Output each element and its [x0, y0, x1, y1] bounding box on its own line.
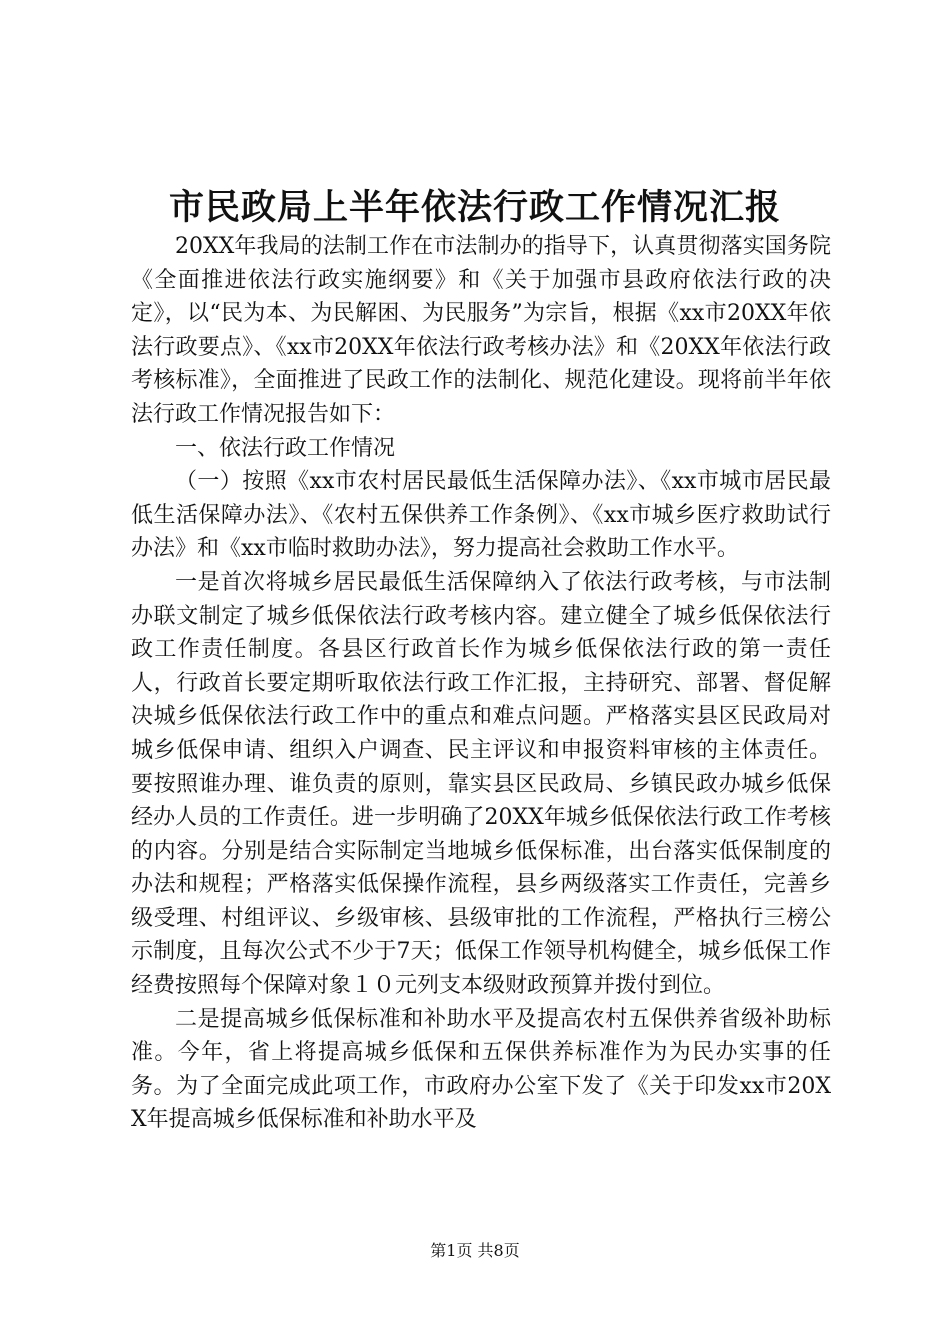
- paragraph-point-2: 二是提高城乡低保标准和补助水平及提高农村五保供养省级补助标准。今年，省上将提高城乡低保和五保供养标准作为为民办实事的任务。为了全面完成此项工作，市政府办公室下发了《关于印发xx市20XX年提高城乡低保标准和补助水平及: [131, 1006, 831, 1133]
- paragraph-intro: 20XX年我局的法制工作在市法制办的指导下，认真贯彻落实国务院《全面推进依法行政实施纲要》和《关于加强市县政府依法行政的决定》，以“民为本、为民解困、为民服务”为宗旨，根据《xx市20XX年依法行政要点》、《xx市20XX年依法行政考核办法》和《20XX年依法行政考核标准》，全面推进了民政工作的法制化、规范化建设。现将前半年依法行政工作情况报告如下：: [131, 234, 832, 427]
- paragraph-subsection-1: （一）按照《xx市农村居民最低生活保障办法》、《xx市城市居民最低生活保障办法》、《农村五保供养工作条例》、《xx市城乡医疗救助试行办法》和《xx市临时救助办法》，努力提高社会救助工作水平。: [131, 469, 831, 562]
- section-heading: 一、依法行政工作情况: [175, 435, 396, 461]
- document-body: [131, 230, 831, 1137]
- page-footer: 第1页 共8页: [430, 1241, 520, 1260]
- document-title: 市民政局上半年依法行政工作情况汇报: [168, 187, 781, 228]
- paragraph-point-1: 一是首次将城乡居民最低生活保障纳入了依法行政考核，与市法制办联文制定了城乡低保依法行政考核内容。建立健全了城乡低保依法行政工作责任制度。各县区行政首长作为城乡低保依法行政的第一责任人，行政首长要定期听取依法行政工作汇报，主持研究、部署、督促解决城乡低保依法行政工作中的重点和难点问题。严格落实县区民政局对城乡低保申请、组织入户调查、民主评议和申报资料审核的主体责任。要按照谁办理、谁负责的原则，靠实县区民政局、乡镇民政办城乡低保经办人员的工作责任。进一步明确了20XX年城乡低保依法行政工作考核的内容。分别是结合实际制定当地城乡低保标准，出台落实低保制度的办法和规程；严格落实低保操作流程，县乡两级落实工作责任，完善乡级受理、村组评议、乡级审核、县级审批的工作流程，严格执行三榜公示制度，且每次公式不少于7天；低保工作领导机构健全，城乡低保工作经费按照每个保障对象１０元列支本级财政预算并拨付到位。: [131, 569, 831, 999]
